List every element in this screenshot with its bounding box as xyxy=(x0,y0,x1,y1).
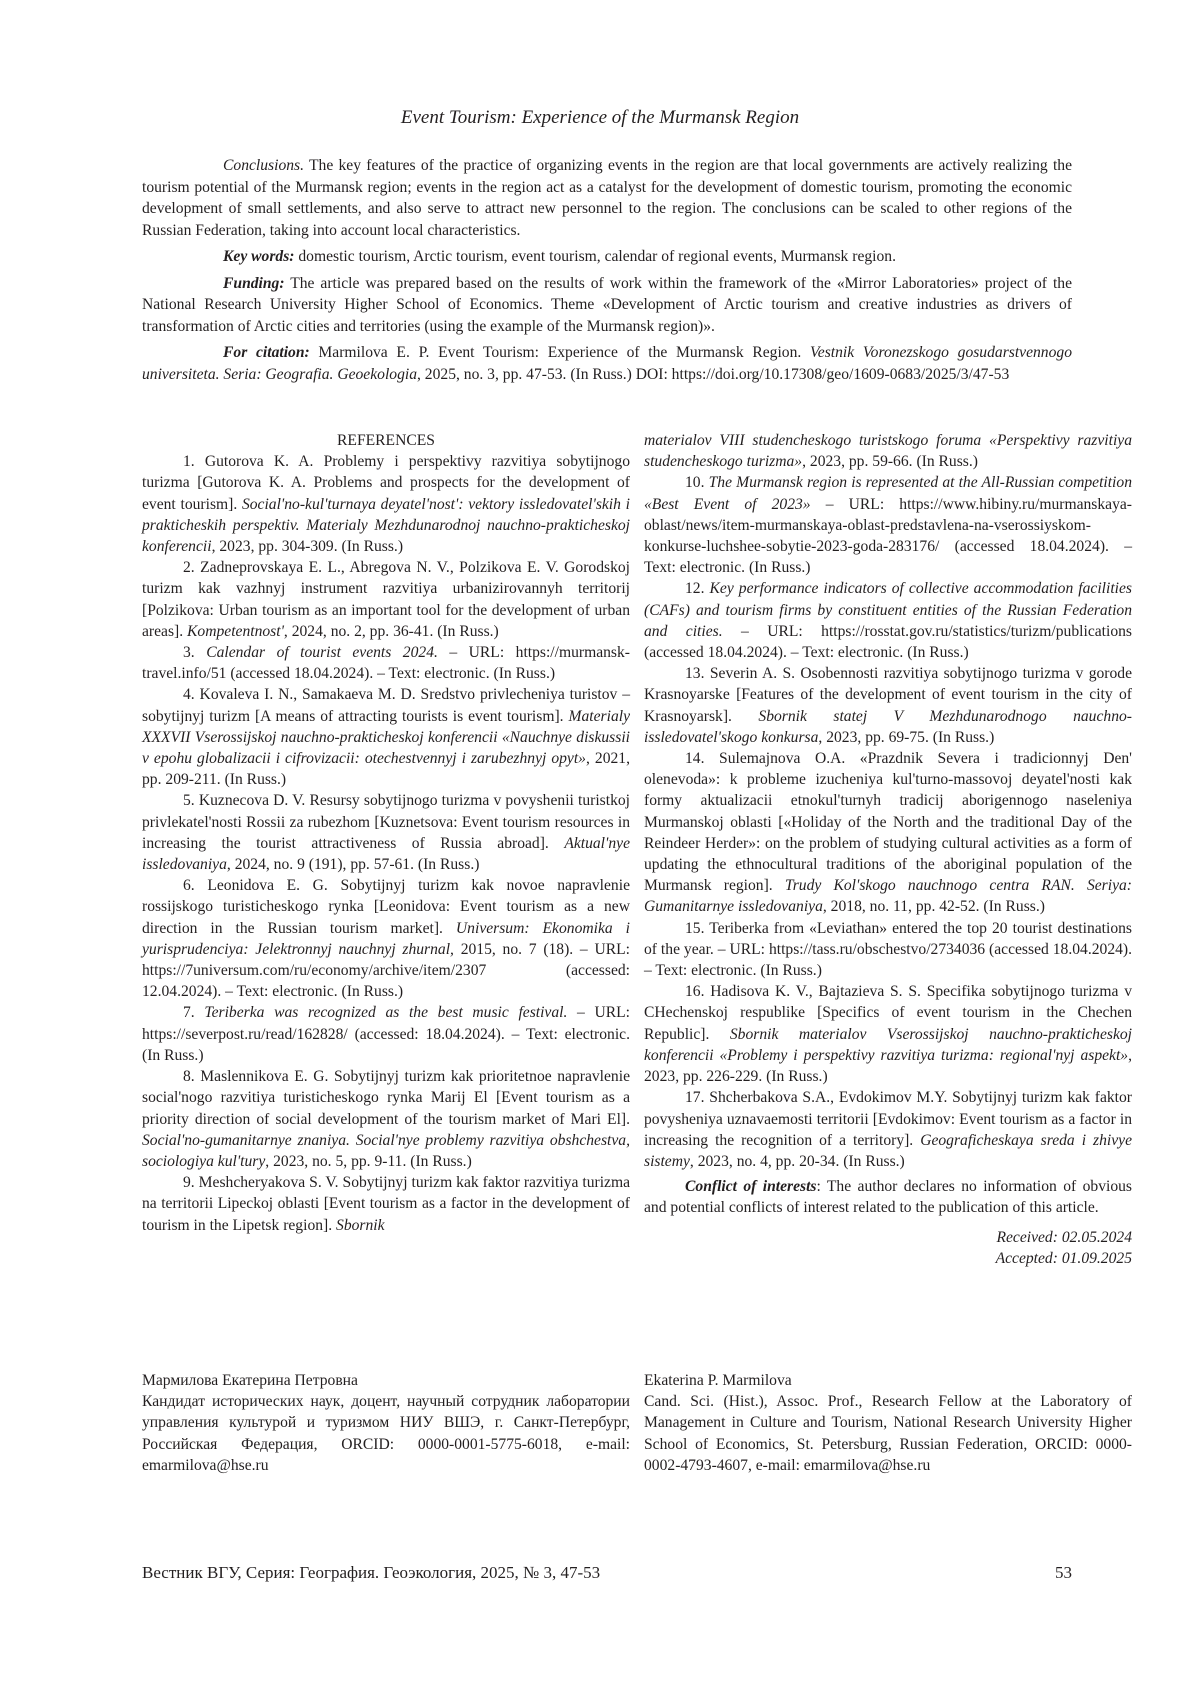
reference-details: – URL: https://rosstat.gov.ru/statistics/turizm/publications (accessed 18.04.2024). – Text: electronic. (In Russ.) xyxy=(644,622,1132,662)
reference-source: Materialy XXXVII Vserossijskoj nauchno-prakticheskoj konferencii «Nauchnye diskussii v epohu globalizacii i cifrovizacii: otechestvennyj i zarubezhnyj opyt» xyxy=(142,707,630,768)
reference-text: Maslennikova E. G. Sobytijnyj turizm kak prioritetnoe napravlenie social'nogo razvitiya turisticheskogo rynka Marij El [Event tourism as a priority direction of social development of the tourism market of Mari El]. xyxy=(142,1068,630,1128)
reference-number: 4. xyxy=(183,686,195,704)
reference-number: 17. xyxy=(685,1089,705,1107)
reference-number: 1. xyxy=(183,453,195,471)
reference-source: materialov VIII studencheskogo turistskogo foruma «Perspektivy razvitiya studencheskogo turizma» xyxy=(644,432,1132,471)
reference-source: Aktual'nye issledovaniya xyxy=(142,834,630,874)
reference-details: 2015, no. 7 (18). – URL: https://7universum.com/ru/economy/archive/item/2307 (accessed: 12.04.2024). – Text: electronic. (In Russ.) xyxy=(142,940,630,1001)
author-bio-en: Cand. Sci. (Hist.), Assoc. Prof., Research Fellow at the Laboratory of Management in Culture and Tourism, National Research University Higher School of Economics, St. Petersburg, Russian Federation, ORCID: 0000-0002-4793-4607, e-mail: emarmilova@hse.ru xyxy=(644,1393,1132,1474)
reference-item xyxy=(142,1066,630,1172)
reference-item xyxy=(644,918,1132,982)
conflict-of-interests xyxy=(644,1176,1132,1218)
reference-item xyxy=(644,578,1132,663)
reference-source: Social'no-kul'turnaya deyatel'nost': vektory issledovatel'skih i prakticheskih perspektiv. Materialy Mezhdunarodnoj nauchno-prakticheskoj konferencii xyxy=(142,495,630,556)
reference-item xyxy=(644,1087,1132,1172)
reference-number: 12. xyxy=(685,580,705,598)
references-column-right xyxy=(644,430,1132,1269)
reference-details: , 2023, no. 4, pp. 20-34. (In Russ.) xyxy=(689,1152,905,1170)
reference-details: , 2023, pp. 69-75. (In Russ.) xyxy=(818,728,995,746)
citation-doi[interactable]: , 2025, no. 3, pp. 47-53. (In Russ.) DOI: https://doi.org/10.17308/geo/1609-0683/2025/3/47-53 xyxy=(417,365,1010,383)
accepted-date: Accepted: 01.09.2025 xyxy=(995,1249,1132,1267)
keywords-label: Key words: xyxy=(223,248,295,265)
reference-item xyxy=(142,642,630,684)
conclusions-text: The key features of the practice of organizing events in the region are that local governments are actively realizing the tourism potential of the Murmansk region; events in the region act as a catalyst for the development of domestic tourism, promoting the economic development of small settlements, and also serve to attract new personnel to the region. The conclusions can be scaled to other regions of the Russian Federation, taking into account local characteristics. xyxy=(142,157,1072,239)
reference-item xyxy=(644,472,1132,578)
author-bio-ru: Кандидат исторических наук, доцент, научный сотрудник лаборатории управления культурой и туризмом НИУ ВШЭ, г. Санкт-Петербург, Российская Федерация, ORCID: 0000-0001-5775-6018, e-mail: emarmilova@hse.ru xyxy=(142,1393,630,1474)
running-head: Event Tourism: Experience of the Murmansk Region xyxy=(400,107,800,128)
reference-item xyxy=(644,748,1132,918)
references-list-left xyxy=(142,451,630,1236)
citation-label: For citation: xyxy=(223,344,310,361)
citation-text: Marmilova E. P. Event Tourism: Experience of the Murmansk Region. xyxy=(309,344,810,361)
reference-details: – URL: https://murmansk-travel.info/51 (accessed 18.04.2024). – Text: electronic. (In Russ.) xyxy=(142,644,630,683)
reference-source: Key performance indicators of collective accommodation facilities (CAFs) and tourism firms by constituent entities of the Russian Federation and cities. xyxy=(644,580,1132,640)
page-number: 53 xyxy=(1055,1563,1072,1582)
reference-item xyxy=(142,1172,630,1236)
reference-source: Calendar of tourist events 2024. xyxy=(206,644,438,662)
author-name-ru: Мармилова Екатерина Петровна xyxy=(142,1372,358,1389)
reference-text: Shcherbakova S.A., Evdokimov M.Y. Sobytijnyj turizm kak faktor povysheniya uznavaemosti territorii [Evdokimov: Event tourism as a factor in increasing the recognition of a territory]. xyxy=(644,1089,1132,1149)
reference-number: 5. xyxy=(183,792,195,810)
conclusions-label: Conclusions. xyxy=(223,157,305,174)
reference-item xyxy=(644,430,1132,472)
reference-text: Sulemajnova O.A. «Prazdnik Severa i tradicionnyj Den' olenevoda»: k probleme izucheniya kul'turno-massovoj deyatel'nosti kak formy aktualizacii etnokul'turnyh tradicij aborigennogo naseleniya Murmanskoj oblasti [«Holiday of the North and the traditional Day of the Reindeer Herder»: on the problem of studying cultural activities as a form of updating the ethnocultural traditions of the aboriginal population of the Murmansk region]. xyxy=(644,750,1132,895)
reference-text: Kuznecova D. V. Resursy sobytijnogo turizma v povyshenii turistkoj privlekatel'nosti Rossii za rubezhom [Kuznetsova: Event tourism resources in increasing the tourist attractiveness of Russia abroad]. xyxy=(142,792,630,852)
reference-details: , 2023, pp. 226-229. (In Russ.) xyxy=(644,1046,1132,1086)
reference-details: , 2023, pp. 304-309. (In Russ.) xyxy=(211,538,404,556)
reference-source: Kompetentnost' xyxy=(187,622,284,640)
reference-number: 2. xyxy=(183,559,195,577)
reference-text: Kovaleva I. N., Samakaeva M. D. Sredstvo privlecheniya turistov – sobytijnyj turizm [A means of attracting tourists is event tourism]. xyxy=(142,686,630,725)
reference-number: 15. xyxy=(685,919,705,937)
reference-number: 7. xyxy=(183,1004,195,1022)
reference-source: Sbornik materialov Vserossijskoj nauchno-prakticheskoj konferencii «Problemy i perspektivy razvitiya turizma: regional'nyj aspekt» xyxy=(644,1025,1132,1064)
conclusions-paragraph xyxy=(142,155,1072,241)
reference-item xyxy=(142,790,630,875)
funding-paragraph xyxy=(142,273,1072,338)
author-name-en: Ekaterina P. Marmilova xyxy=(644,1372,792,1389)
reference-number: 10. xyxy=(685,474,705,492)
reference-details: , 2018, no. 11, pp. 42-52. (In Russ.) xyxy=(822,898,1045,916)
article-dates xyxy=(644,1227,1132,1269)
reference-item xyxy=(142,451,630,557)
reference-number: 3. xyxy=(183,644,195,662)
reference-text: Zadneprovskaya E. L., Abregova N. V., Polzikova E. V. Gorodskoj turizm kak vazhnyj instrument razvitiya urbanizirovannyh territorij [Polzikova: Urban tourism as an important tool for the development of urban areas]. xyxy=(142,559,630,640)
keywords-paragraph xyxy=(142,246,1072,268)
reference-item xyxy=(142,1002,630,1066)
funding-label: Funding: xyxy=(223,274,285,292)
reference-text: Meshcheryakova S. V. Sobytijnyj turizm kak faktor razvitiya turizma na territorii Lipeckoj oblasti [Event tourism as a factor in the development of tourism in the Lipetsk region]. xyxy=(142,1174,630,1234)
reference-number: 9. xyxy=(183,1174,195,1192)
reference-text: Teriberka from «Leviathan» entered the top 20 tourist destinations of the year. – URL: https://tass.ru/obschestvo/2734036 (accessed 18.04.2024). – Text: electronic. (In Russ.) xyxy=(644,919,1132,980)
reference-text: Leonidova E. G. Sobytijnyj turizm kak novoe napravlenie rossijskogo turisticheskogo rynka [Leonidova: Event tourism as a new direction in the Russian tourism market]. xyxy=(142,877,630,937)
reference-source: Social'no-gumanitarnye znaniya. Social'nye problemy razvitiya obshchestva, sociologiya kul'tury xyxy=(142,1131,630,1170)
author-info-ru xyxy=(142,1370,630,1476)
reference-text: Hadisova K. V., Bajtazieva S. S. Specifika sobytijnogo turizma v CHechenskoj respublike [Specifics of event tourism in the Chechen Republic]. xyxy=(644,983,1132,1043)
reference-number: 16. xyxy=(685,983,705,1001)
references-list-right xyxy=(644,430,1132,1172)
reference-details: , 2023, no. 5, pp. 9-11. (In Russ.) xyxy=(265,1152,472,1170)
reference-details: , 2021, pp. 209-211. (In Russ.) xyxy=(142,750,630,789)
reference-details: , 2023, pp. 59-66. (In Russ.) xyxy=(802,453,978,471)
author-info-en xyxy=(644,1370,1132,1476)
citation-paragraph xyxy=(142,342,1072,385)
reference-item xyxy=(644,981,1132,1087)
reference-source: The Murmansk region is represented at the All-Russian competition «Best Event of 2023» xyxy=(644,474,1132,513)
reference-item xyxy=(142,875,630,1002)
reference-source: Universum: Ekonomika i yurisprudenciya: Jelektronnyj nauchnyj zhurnal, xyxy=(142,919,630,958)
keywords-text: domestic tourism, Arctic tourism, event tourism, calendar of regional events, Murmansk region. xyxy=(294,248,896,265)
reference-text: Severin A. S. Osobennosti razvitiya sobytijnogo turizma v gorode Krasnoyarske [Features of the development of event tourism in the city of Krasnoyarsk]. xyxy=(644,665,1132,725)
references-column-left xyxy=(142,430,630,1236)
reference-text: Gutorova K. A. Problemy i perspektivy razvitiya sobytijnogo turizma [Gutorova K. A. Problems and prospects for the development of event tourism]. xyxy=(142,453,630,513)
reference-details: – URL: https://www.hibiny.ru/murmanskaya-oblast/news/item-murmanskaya-oblast-predstavlena-na-vserossiyskom-konkurse-luchshee-sobytie-2023-goda-283176/ (accessed 18.04.2024). – Text: electronic. (In Russ.) xyxy=(644,495,1132,577)
funding-text: The article was prepared based on the results of work within the framework of the «Mirror Laboratories» project of the National Research University Higher School of Economics. Theme «Development of Arctic tourism and creative industries as drivers of transformation of Arctic cities and territories (using the example of the Murmansk region)». xyxy=(142,274,1072,335)
reference-details: – URL: https://severpost.ru/read/162828/ (accessed: 18.04.2024). – Text: electronic. (In Russ.) xyxy=(142,1004,630,1064)
footer-journal: Вестник ВГУ, Серия: География. Геоэкология, 2025, № 3, 47-53 xyxy=(142,1563,601,1582)
received-date: Received: 02.05.2024 xyxy=(996,1228,1132,1246)
reference-item xyxy=(644,663,1132,748)
reference-source: Geograficheskaya sreda i zhivye sistemy xyxy=(644,1131,1132,1170)
reference-text xyxy=(195,644,206,661)
abstract-block xyxy=(142,155,1072,390)
reference-number: 8. xyxy=(183,1068,195,1086)
conflict-text: : The author declares no information of obvious and potential conflicts of interest related to the publication of this article. xyxy=(644,1178,1132,1217)
reference-source: Sbornik statej V Mezhdunarodnogo nauchno-issledovatel'skogo konkursa xyxy=(644,707,1132,746)
reference-number: 6. xyxy=(183,877,195,895)
reference-source: Teriberka was recognized as the best music festival. xyxy=(204,1004,568,1022)
reference-number: 14. xyxy=(685,750,705,768)
reference-source: Trudy Kol'skogo nauchnogo centra RAN. Seriya: Gumanitarnye issledovaniya xyxy=(644,877,1132,916)
reference-source: Sbornik xyxy=(336,1216,385,1234)
citation-journal: Vestnik Voronezskogo gosudarstvennogo universiteta. Seria: Geografia. Geoekologia xyxy=(142,344,1072,383)
conflict-label: Conflict of interests xyxy=(685,1178,817,1196)
references-heading: REFERENCES xyxy=(337,432,435,449)
reference-number: 13. xyxy=(685,665,705,683)
reference-details: , 2024, no. 9 (191), pp. 57-61. (In Russ.) xyxy=(226,856,480,874)
reference-details: , 2024, no. 2, pp. 36-41. (In Russ.) xyxy=(283,622,499,640)
reference-item xyxy=(142,557,630,642)
reference-text xyxy=(195,1004,205,1021)
reference-item xyxy=(142,684,630,790)
